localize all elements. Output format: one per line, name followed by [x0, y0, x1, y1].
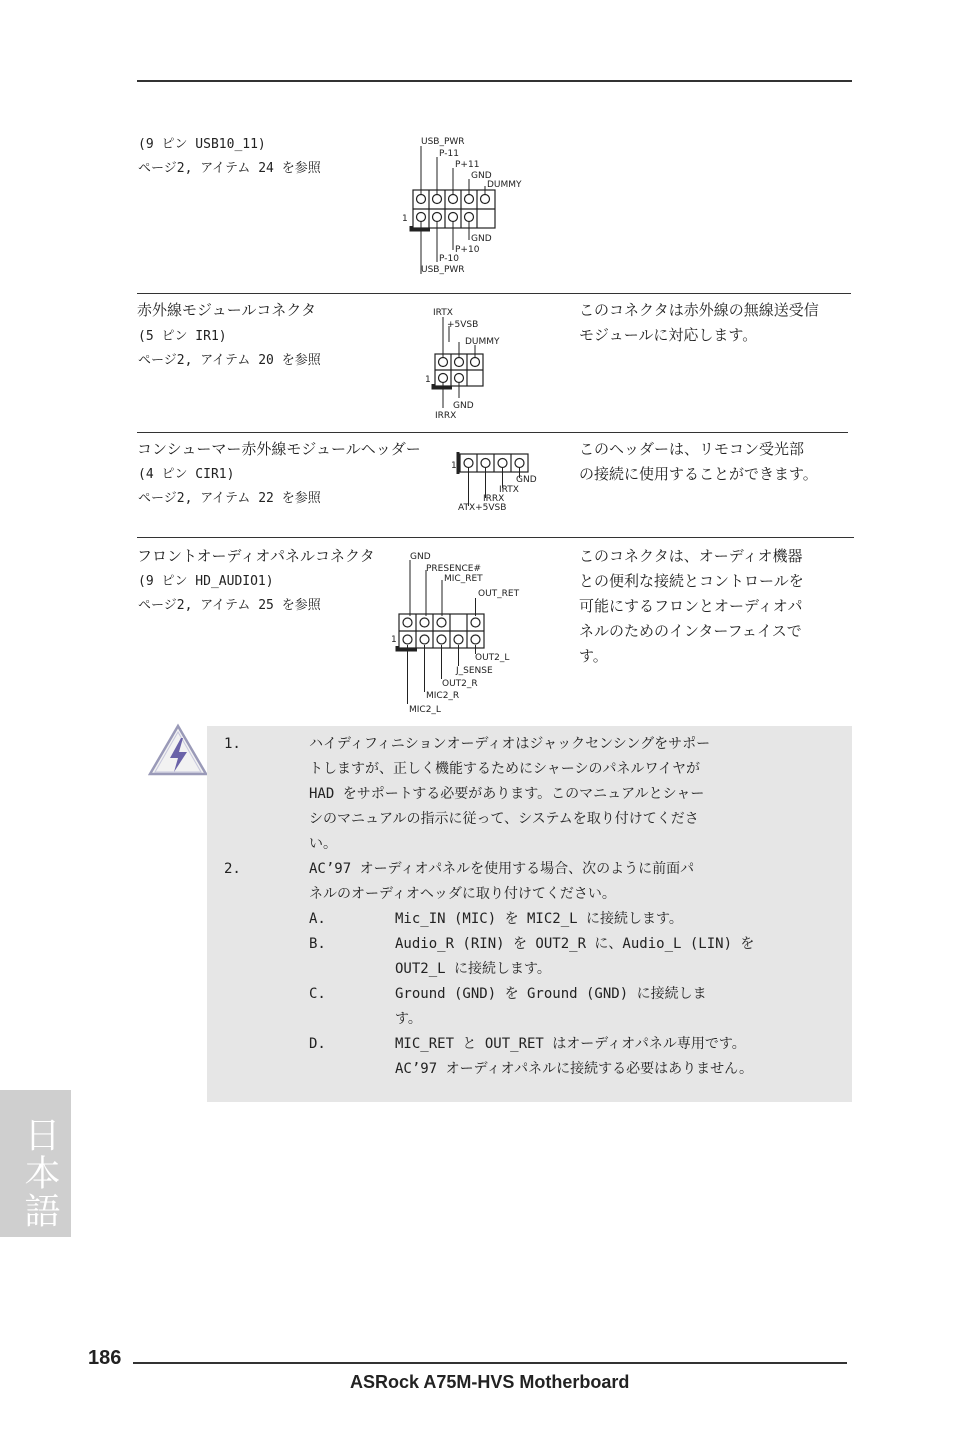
usb-label-gnd-top: GND: [471, 171, 492, 181]
audio-label-mic2-l: MIC2_L: [409, 705, 441, 715]
usb-label-dummy: DUMMY: [487, 180, 522, 190]
ir-label-5vsb: +5VSB: [447, 320, 479, 330]
note-sub-c-line-2: す。: [395, 1011, 422, 1027]
note-item-1-line-4: シのマニュアルの指示に従って、システムを取り付けてくださ: [309, 811, 699, 827]
note-sub-b-letter: B.: [309, 936, 326, 952]
ir-page-ref: ページ2, アイテム 20 を参照: [138, 353, 321, 368]
note-item-1-number: 1.: [224, 736, 241, 752]
usb-pin-info: (9 ピン USB10_11): [138, 137, 266, 152]
note-item-2-line-2: ネルのオーディオヘッダに取り付けてください。: [309, 886, 616, 902]
note-sub-b-line-2: OUT2_L に接続します。: [395, 961, 551, 977]
section-divider-1: [137, 293, 851, 294]
cir-page-ref: ページ2, アイテム 22 を参照: [138, 491, 321, 506]
usb-label-gnd-bottom: GND: [471, 234, 492, 244]
cir-description-line-2: の接続に使用することができます。: [579, 465, 818, 483]
footer-title: ASRock A75M-HVS Motherboard: [350, 1372, 630, 1392]
audio-description-line-4: ネルのためのインターフェイスで: [579, 622, 802, 640]
section-divider-3: [137, 537, 854, 538]
language-side-tab: [0, 1090, 71, 1237]
cir-description-line-1: このヘッダーは、リモコン受光部: [579, 440, 805, 458]
note-sub-d-line-1: MIC_RET と OUT_RET はオーディオパネル専用です。: [395, 1036, 746, 1052]
audio-label-out2-l: OUT2_L: [475, 653, 510, 663]
note-sub-b-line-1: Audio_R (RIN) を OUT2_R に、Audio_L (LIN) を: [395, 936, 755, 952]
language-side-tab-label: 日本語: [19, 1116, 60, 1230]
usb-header-diagram: [395, 130, 535, 280]
note-item-1-line-1: ハイディフィニションオーディオはジャックセンシングをサポー: [309, 736, 711, 752]
cir-label-irtx: IRTX: [499, 485, 519, 495]
note-sub-d-line-2: AC’97 オーディオパネルに接続する必要はありません。: [395, 1061, 754, 1077]
footer-rule: [133, 1362, 847, 1364]
cir-pin-info: (4 ピン CIR1): [138, 467, 235, 482]
caution-icon: [148, 722, 210, 780]
ir-label-dummy: DUMMY: [465, 337, 500, 347]
audio-label-out-ret: OUT_RET: [478, 589, 520, 599]
note-sub-d-letter: D.: [309, 1036, 326, 1052]
usb-label-p+11: P+11: [455, 160, 480, 170]
cir-pin1-label: 1: [451, 461, 457, 471]
usb-page-ref: ページ2, アイテム 24 を参照: [138, 161, 321, 176]
audio-label-gnd: GND: [410, 552, 431, 562]
note-sub-c-line-1: Ground (GND) を Ground (GND) に接続しま: [395, 986, 707, 1002]
usb-label-usb-pwr-top: USB_PWR: [421, 137, 465, 147]
audio-pin-info: (9 ピン HD_AUDIO1): [138, 574, 274, 589]
usb-pin1-label: 1: [402, 214, 408, 224]
ir-section-title: 赤外線モジュールコネクタ: [137, 301, 317, 319]
note-sub-c-letter: C.: [309, 986, 326, 1002]
note-sub-a-line-1: Mic_IN (MIC) を MIC2_L に接続します。: [395, 911, 683, 927]
page-number: 186: [88, 1347, 122, 1369]
audio-description-line-3: 可能にするフロンとオーディオパ: [579, 597, 803, 615]
note-item-1-line-3: HAD をサポートする必要があります。このマニュアルとシャー: [309, 786, 705, 802]
audio-description-line-2: との便利な接続とコントロールを: [579, 572, 804, 590]
cir-section-title: コンシューマー赤外線モジュールヘッダー: [137, 440, 421, 458]
cir-label-irrx: IRRX: [483, 494, 505, 504]
audio-label-out2-r: OUT2_R: [442, 679, 478, 689]
audio-description-line-5: す。: [579, 647, 608, 665]
ir-description-line-1: このコネクタは赤外線の無線送受信: [579, 301, 819, 319]
audio-label-presence: PRESENCE#: [426, 564, 482, 574]
audio-label-j-sense: J_SENSE: [456, 666, 493, 676]
audio-pin1-label: 1: [391, 635, 397, 645]
section-divider-2: [137, 432, 848, 433]
note-item-1-line-2: トしますが、正しく機能するためにシャーシのパネルワイヤが: [309, 761, 701, 777]
audio-section-title: フロントオーディオパネルコネクタ: [137, 547, 375, 565]
note-item-2-number: 2.: [224, 861, 241, 877]
caution-note: [207, 726, 852, 1102]
ir-pin1-label: 1: [425, 375, 431, 385]
note-item-1-line-5: い。: [309, 836, 337, 852]
audio-label-mic-ret: MIC_RET: [444, 574, 483, 584]
ir-description-line-2: モジュールに対応します。: [579, 326, 758, 344]
audio-page-ref: ページ2, アイテム 25 を参照: [138, 598, 321, 613]
usb-label-usb-pwr-bottom: USB_PWR: [421, 265, 465, 275]
audio-header-diagram: [388, 546, 538, 718]
ir-pin-info: (5 ピン IR1): [138, 329, 227, 344]
usb-label-p-10: P-10: [439, 254, 459, 264]
usb-label-p+10: P+10: [455, 245, 480, 255]
ir-label-irtx: IRTX: [433, 308, 453, 318]
note-item-2-line-1: AC’97 オーディオパネルを使用する場合、次のように前面パ: [309, 861, 695, 877]
header-rule: [137, 80, 852, 82]
audio-label-mic2-r: MIC2_R: [426, 691, 460, 701]
note-sub-a-letter: A.: [309, 911, 326, 927]
ir-label-irrx: IRRX: [435, 411, 457, 421]
ir-label-gnd: GND: [453, 401, 474, 411]
ir-header-diagram: [422, 302, 522, 422]
usb-label-p-11: P-11: [439, 149, 459, 159]
cir-label-atx-5vsb: ATX+5VSB: [458, 503, 507, 513]
cir-label-gnd: GND: [516, 475, 537, 485]
audio-description-line-1: このコネクタは、オーディオ機器: [579, 547, 803, 565]
cir-header-diagram: [448, 448, 558, 518]
